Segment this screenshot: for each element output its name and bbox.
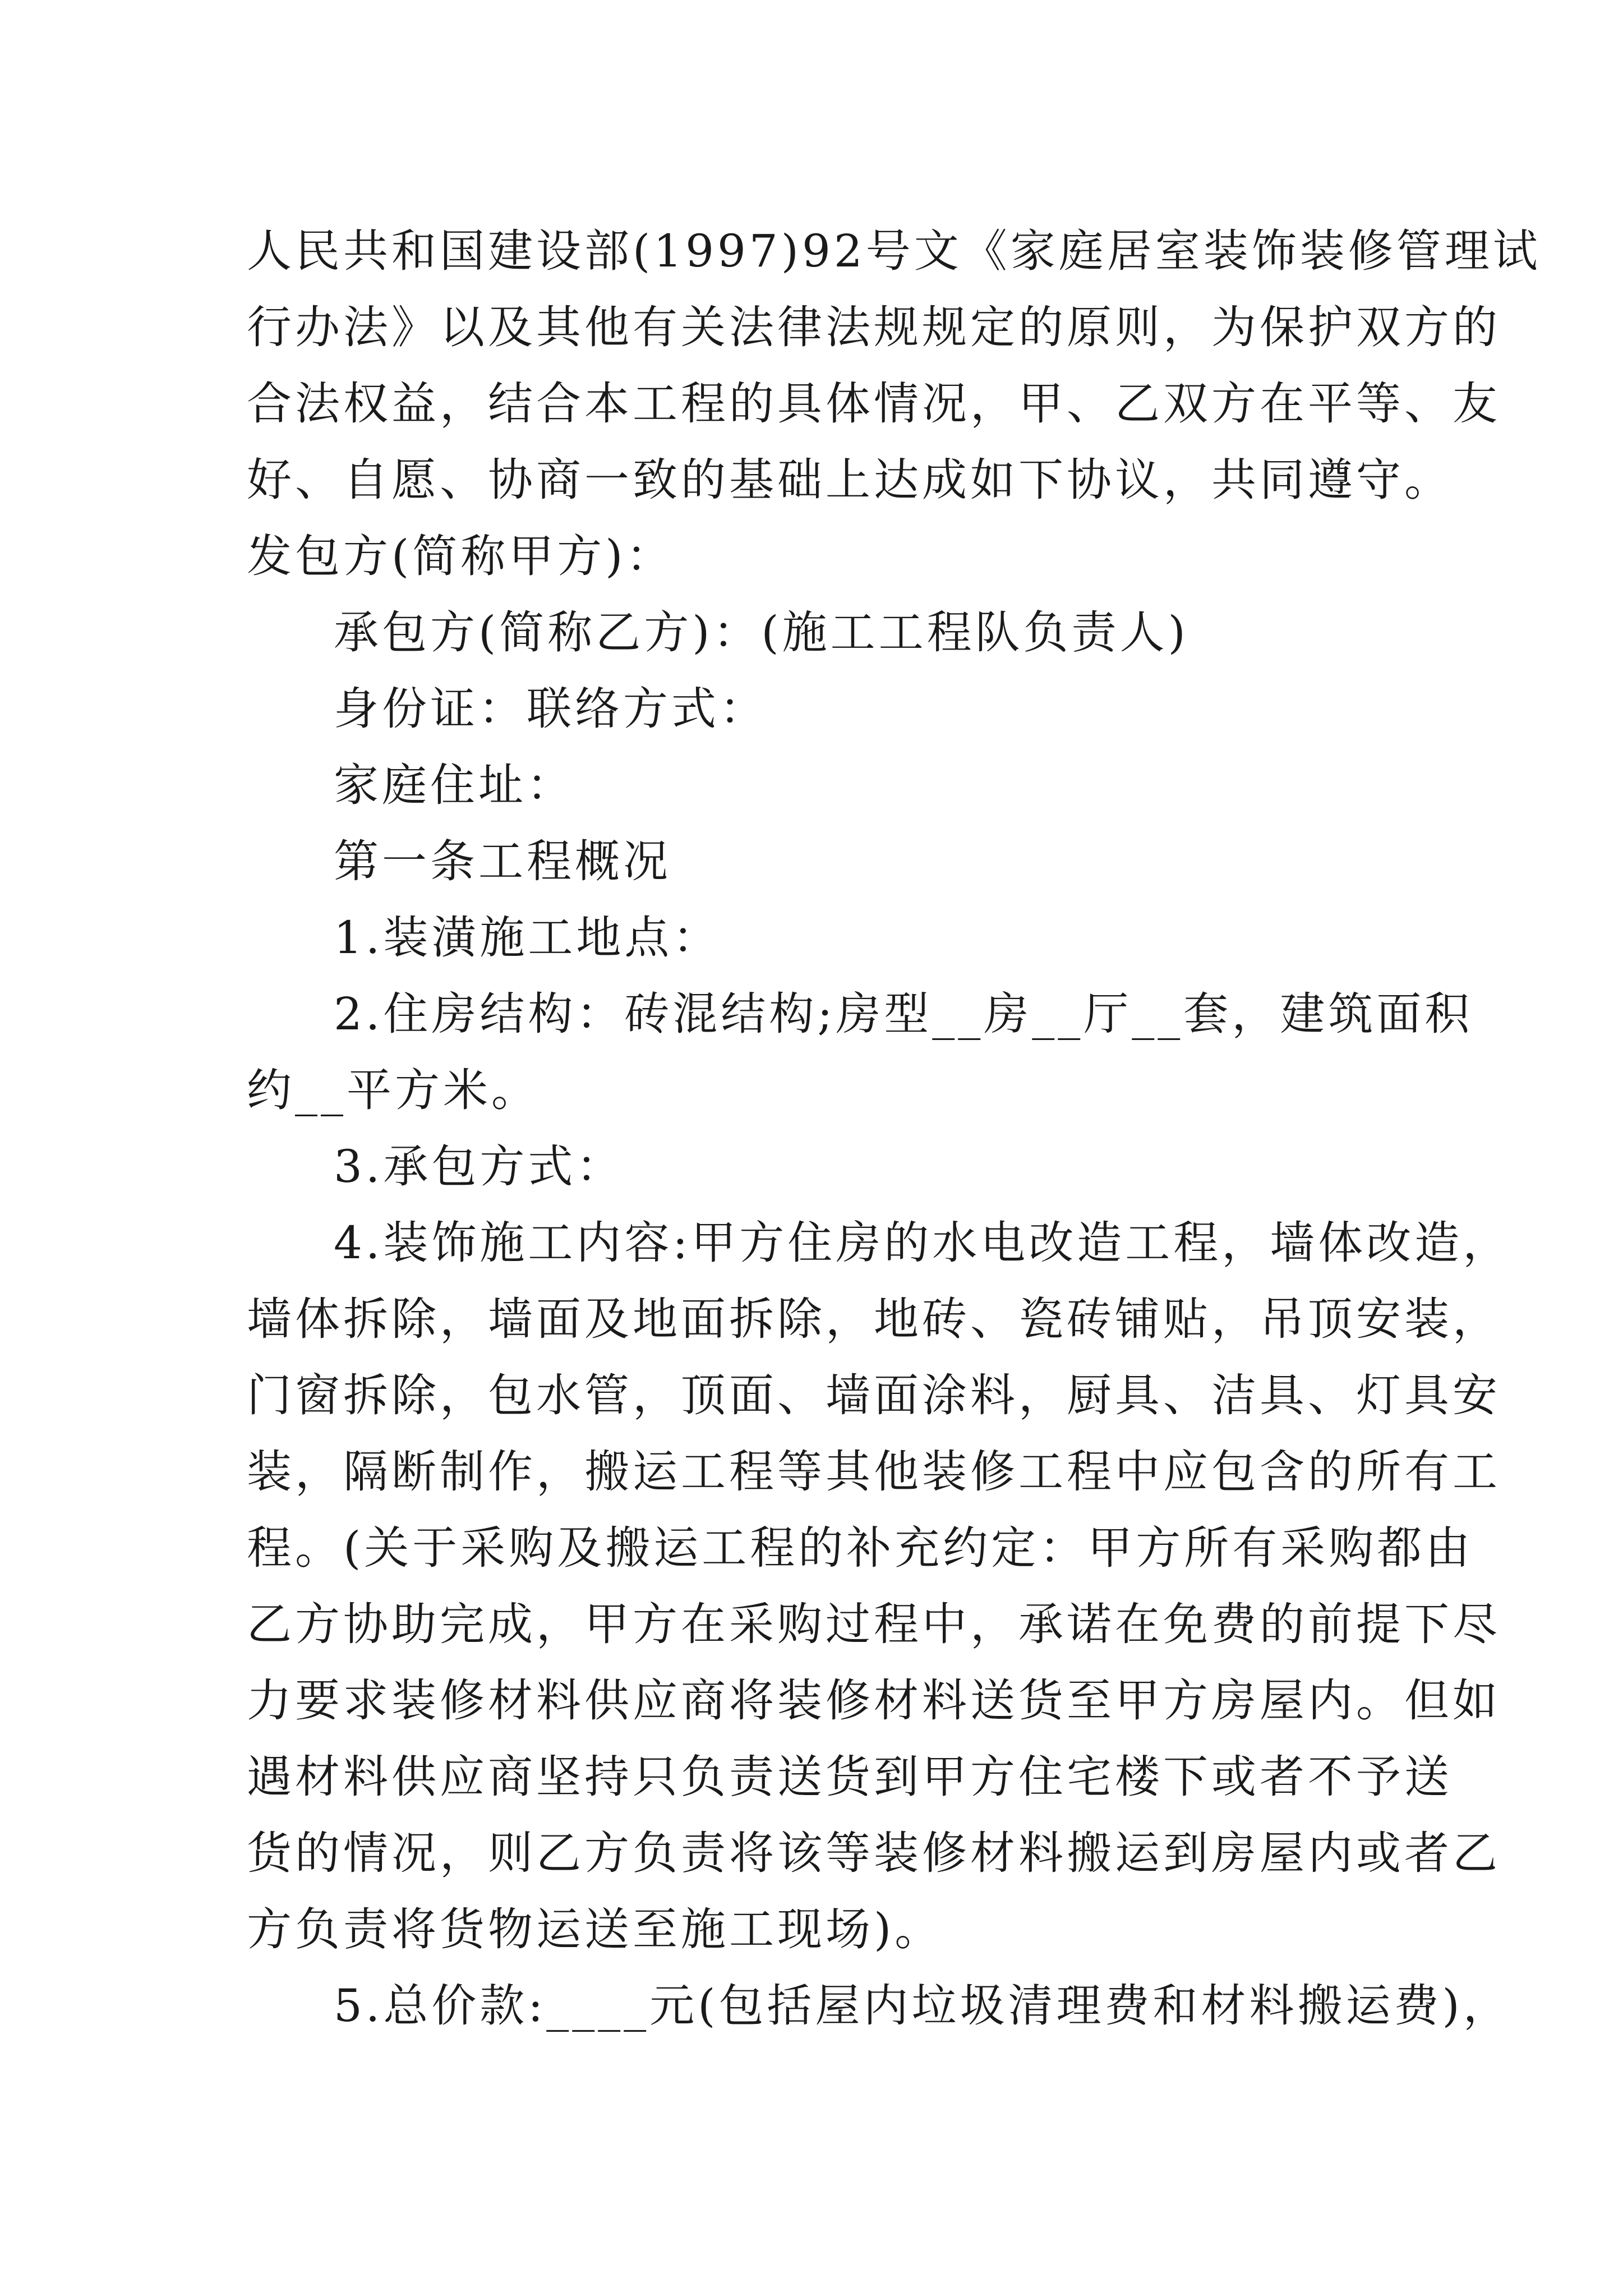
- text-line: 人民共和国建设部(1997)92号文《家庭居室装饰装修管理试: [247, 225, 1541, 277]
- clause-item: 1.装潢施工地点：: [334, 912, 721, 964]
- clause-item: 4.装饰施工内容:甲方住房的水电改造工程，墙体改造，: [334, 1217, 1511, 1269]
- text-line: 约__平方米。: [247, 1064, 540, 1116]
- contract-text-body: [247, 213, 1541, 2044]
- contractor-label: 承包方(简称乙方)：(施工工程队负责人): [334, 606, 1189, 659]
- text-line: 程。(关于采购及搬运工程的补充约定：甲方所有采购都由: [247, 1522, 1474, 1574]
- text-line: 好、自愿、协商一致的基础上达成如下协议，共同遵守。: [247, 454, 1453, 506]
- text-line: 合法权益，结合本工程的具体情况，甲、乙双方在平等、友: [247, 378, 1501, 430]
- text-line: 遇材料供应商坚持只负责送货到甲方住宅楼下或者不予送: [247, 1751, 1453, 1803]
- clause-item: 2.住房结构：砖混结构;房型__房__厅__套，建筑面积: [334, 988, 1473, 1040]
- text-line: 墙体拆除，墙面及地面拆除，地砖、瓷砖铺贴，吊顶安装，: [247, 1293, 1501, 1345]
- clause-item: 3.承包方式：: [334, 1140, 625, 1193]
- home-address-label: 家庭住址：: [334, 759, 575, 811]
- text-line: 乙方协助完成，甲方在采购过程中，承诺在免费的前提下尽: [247, 1598, 1501, 1650]
- text-line: 方负责将货物运送至施工现场)。: [247, 1903, 943, 1955]
- text-line: 力要求装修材料供应商将装修材料送货至甲方房屋内。但如: [247, 1674, 1501, 1727]
- clause-item: 5.总价款:____元(包括屋内垃圾清理费和材料搬运费)，: [334, 1980, 1511, 2032]
- text-line: 货的情况，则乙方负责将该等装修材料搬运到房屋内或者乙: [247, 1827, 1501, 1879]
- text-line: 门窗拆除，包水管，顶面、墙面涂料，厨具、洁具、灯具安: [247, 1369, 1501, 1421]
- text-line: 装，隔断制作，搬运工程等其他装修工程中应包含的所有工: [247, 1446, 1501, 1498]
- id-contact-label: 身份证：联络方式：: [334, 683, 768, 735]
- text-line: 行办法》以及其他有关法律法规规定的原则，为保护双方的: [247, 301, 1501, 353]
- section-heading: 第一条工程概况: [334, 835, 671, 887]
- employer-label: 发包方(简称甲方)：: [247, 530, 675, 582]
